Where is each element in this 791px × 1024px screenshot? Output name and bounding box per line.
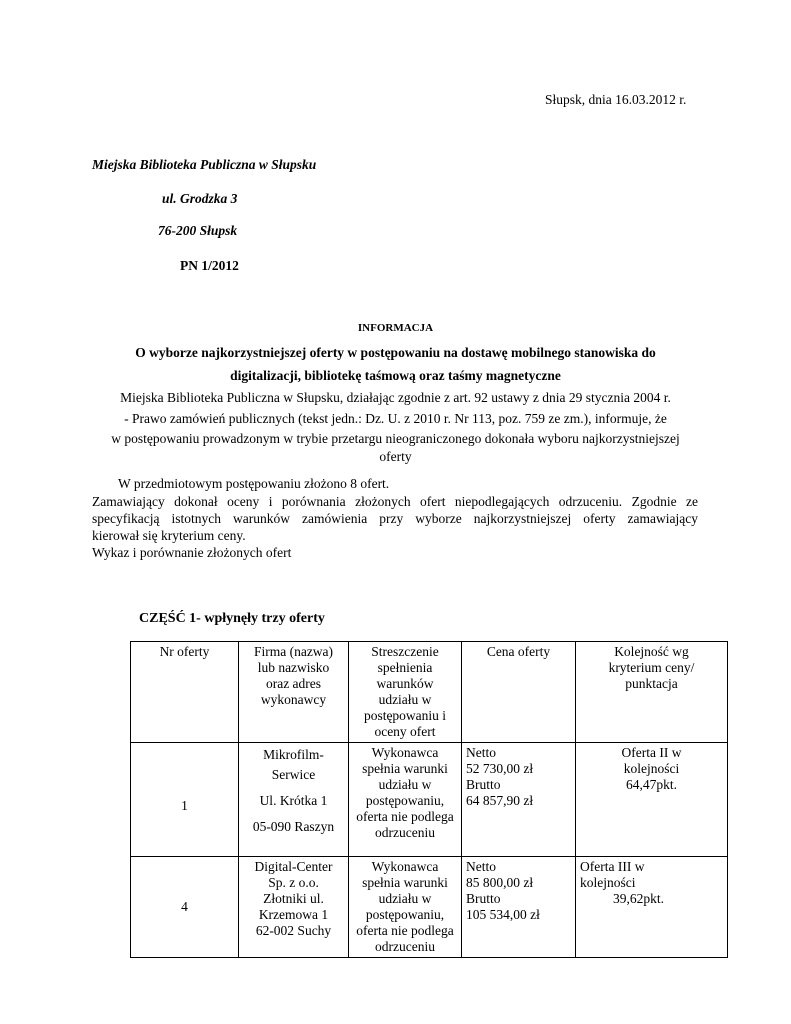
offers-table — [130, 641, 728, 958]
table-row — [131, 743, 728, 857]
header-nr-oferty: Nr oferty — [131, 642, 239, 743]
row1-nr: 1 — [131, 743, 239, 857]
header-streszczenie: Streszczenie spełnienia warunków udziału w postępowaniu i oceny ofert — [349, 642, 462, 743]
reference-number: PN 1/2012 — [180, 258, 239, 273]
row1-firma-street: Ul. Krótka 1 — [259, 793, 328, 808]
table-header-row — [131, 642, 728, 743]
institution-name: Miejska Biblioteka Publiczna w Słupsku — [92, 157, 317, 172]
body-paragraph-2b: specyfikacją istotnych warunków zamówienia przy wyborze najkorzystniejszej oferty zamawiający — [92, 511, 698, 526]
document-label: INFORMACJA — [357, 322, 434, 334]
intro-line-2: - Prawo zamówień publicznych (tekst jedn.: Dz. U. z 2010 r. Nr 113, poz. 759 ze zm.), informuje, że — [124, 411, 667, 426]
intro-line-3: w postępowaniu prowadzonym w trybie przetargu nieograniczonego dokonała wyboru najkorzystniejszej — [111, 431, 680, 446]
header-kolejnosc: Kolejność wg kryterium ceny/ punktacja — [576, 642, 728, 743]
section-heading: CZĘŚĆ 1- wpłynęły trzy oferty — [139, 611, 325, 626]
row2-kolejnosc-line-3: 39,62pkt. — [613, 891, 665, 906]
row1-firma — [239, 743, 349, 857]
place-date: Słupsk, dnia 16.03.2012 r. — [545, 92, 687, 107]
institution-street: ul. Grodzka 3 — [162, 191, 238, 206]
header-firma: Firma (nazwa) lub nazwisko oraz adres wykonawcy — [239, 642, 349, 743]
intro-line-4: oferty — [379, 449, 412, 464]
row2-firma: Digital-Center Sp. z o.o. Złotniki ul. Krzemowa 1 62-002 Suchy — [239, 857, 349, 958]
row2-nr: 4 — [131, 857, 239, 958]
title-line-1: O wyborze najkorzystniejszej oferty w postępowaniu na dostawę mobilnego stanowiska do — [135, 345, 656, 360]
row1-firma-name: Mikrofilm- Serwice — [263, 747, 324, 782]
row2-streszczenie: Wykonawca spełnia warunki udziału w postępowaniu, oferta nie podlega odrzuceniu — [349, 857, 462, 958]
title-line-2: digitalizacji, bibliotekę taśmową oraz taśmy magnetyczne — [230, 368, 561, 383]
intro-line-1: Miejska Biblioteka Publiczna w Słupsku, działając zgodnie z art. 92 ustawy z dnia 29 stycznia 2004 r. — [120, 390, 671, 405]
row2-cena: Netto 85 800,00 zł Brutto 105 534,00 zł — [462, 857, 576, 958]
row2-kolejnosc-line-1: Oferta III w — [580, 859, 645, 874]
body-paragraph-1: W przedmiotowym postępowaniu złożono 8 ofert. — [118, 476, 390, 491]
table-row — [131, 857, 728, 958]
row2-kolejnosc-line-2: kolejności — [580, 875, 636, 890]
body-paragraph-3: Wykaz i porównanie złożonych ofert — [92, 545, 292, 560]
row1-streszczenie: Wykonawca spełnia warunki udziału w postępowaniu, oferta nie podlega odrzuceniu — [349, 743, 462, 857]
row1-firma-city: 05-090 Raszyn — [252, 819, 335, 834]
body-paragraph-2c: kierował się kryterium ceny. — [92, 528, 246, 543]
body-paragraph-2a: Zamawiający dokonał oceny i porównania złożonych ofert niepodlegających odrzuceniu. Zgodnie ze — [92, 494, 698, 509]
institution-postal: 76-200 Słupsk — [158, 223, 238, 238]
row1-kolejnosc: Oferta II w kolejności 64,47pkt. — [576, 743, 728, 857]
row1-cena: Netto 52 730,00 zł Brutto 64 857,90 zł — [462, 743, 576, 857]
header-cena: Cena oferty — [462, 642, 576, 743]
row2-kolejnosc — [576, 857, 728, 958]
